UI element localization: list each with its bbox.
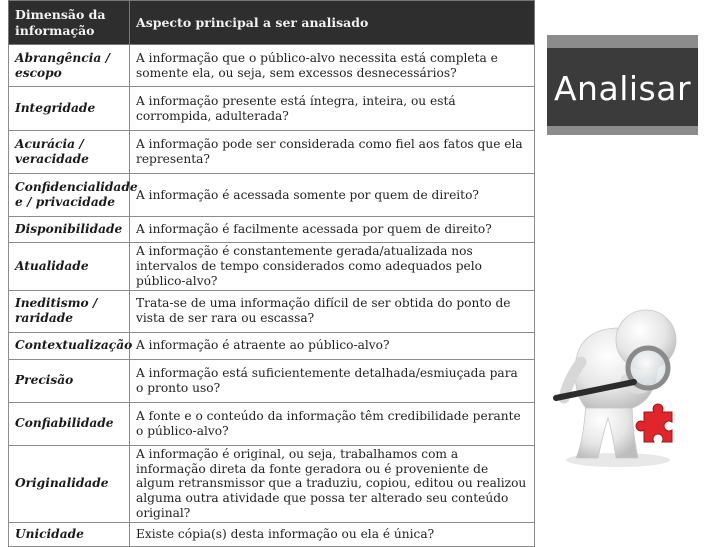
- aspect-cell: Existe cópia(s) desta informação ou ela é única?: [130, 523, 535, 547]
- table-row: [9, 217, 535, 243]
- aspect-cell: A informação é facilmente acessada por quem de direito?: [130, 217, 535, 243]
- dimension-cell: Unicidade: [9, 523, 130, 547]
- aspect-cell: A informação que o público-alvo necessita está completa e somente ela, ou seja, sem excessos desnecessários?: [130, 45, 535, 87]
- dimension-cell: Originalidade: [9, 445, 130, 522]
- table-row: [9, 523, 535, 547]
- header-aspect: Aspecto principal a ser analisado: [130, 1, 535, 45]
- dimension-cell: Confiabilidade: [9, 402, 130, 445]
- title-bottom-bar: [547, 126, 698, 135]
- puzzle-piece-icon: [636, 404, 672, 442]
- header-dimension: Dimensão da informação: [9, 1, 130, 45]
- table-header-row: [9, 1, 535, 45]
- table-row: [9, 290, 535, 332]
- dimension-cell: Acurácia / veracidade: [9, 131, 130, 174]
- aspect-cell: A fonte e o conteúdo da informação têm credibilidade perante o público-alvo?: [130, 402, 535, 445]
- dimension-cell: Precisão: [9, 359, 130, 402]
- table-row: [9, 174, 535, 217]
- table-row: [9, 45, 535, 87]
- dimension-cell: Abrangência / escopo: [9, 45, 130, 87]
- table-row: [9, 131, 535, 174]
- dimension-cell: Contextualização: [9, 332, 130, 359]
- aspect-cell: Trata-se de uma informação difícil de ser obtida do ponto de vista de ser rara ou escassa?: [130, 290, 535, 332]
- table-row: [9, 332, 535, 359]
- dimension-cell: Disponibilidade: [9, 217, 130, 243]
- aspect-cell: A informação está suficientemente detalhada/esmiuçada para o pronto uso?: [130, 359, 535, 402]
- dimension-cell: Ineditismo / raridade: [9, 290, 130, 332]
- dimension-cell: Atualidade: [9, 243, 130, 291]
- person-legs: [576, 400, 638, 458]
- table-row: [9, 87, 535, 131]
- person-magnifier-puzzle-icon: [546, 300, 706, 470]
- dimension-cell: Integridade: [9, 87, 130, 131]
- information-dimensions-table: [8, 0, 535, 547]
- aspect-cell: A informação é constantemente gerada/atualizada nos intervalos de tempo considerados como adequados pelo público-alvo?: [130, 243, 535, 291]
- table-row: [9, 359, 535, 402]
- dimension-cell: Confidencialidade e / privacidade: [9, 174, 130, 217]
- aspect-cell: A informação é atraente ao público-alvo?: [130, 332, 535, 359]
- slide-title: Analisar: [553, 69, 692, 108]
- aspect-cell: A informação pode ser considerada como fiel aos fatos que ela representa?: [130, 131, 535, 174]
- table-row: [9, 445, 535, 522]
- table-row: [9, 243, 535, 291]
- table-row: [9, 402, 535, 445]
- aspect-cell: A informação é acessada somente por quem de direito?: [130, 174, 535, 217]
- aspect-cell: A informação presente está íntegra, inteira, ou está corrompida, adulterada?: [130, 87, 535, 131]
- aspect-cell: A informação é original, ou seja, trabalhamos com a informação direta da fonte geradora ou é proveniente de algum retransmissor que a traduziu, copiou, editou ou realizou alguma outra atividade que possa ter alterado seu conteúdo original?: [130, 445, 535, 522]
- title-top-bar: [547, 35, 698, 48]
- slide-title-box: [547, 35, 698, 135]
